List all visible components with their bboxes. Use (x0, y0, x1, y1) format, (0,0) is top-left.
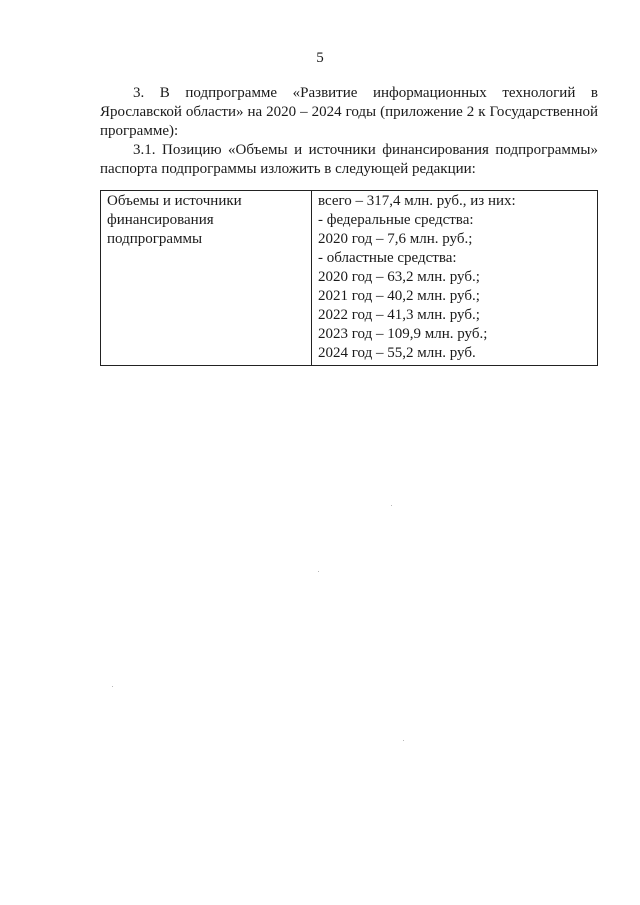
funding-line-regional-2024: 2024 год – 55,2 млн. руб. (318, 345, 476, 361)
paragraph-position-instruction: 3.1. Позицию «Объемы и источники финансирования подпрограммы» паспорта подпрограммы изложить в следующей редакции: (100, 142, 598, 177)
table-row (101, 191, 598, 366)
table-label-cell: Объемы и источники финансирования подпрограммы (101, 191, 312, 366)
funding-line-regional-2021: 2021 год – 40,2 млн. руб.; (318, 288, 480, 304)
scan-speck (391, 505, 392, 506)
funding-line-regional-2023: 2023 год – 109,9 млн. руб.; (318, 326, 488, 342)
funding-table (100, 190, 598, 366)
paragraph-subprogram-intro: 3. В подпрограмме «Развитие информационных технологий в Ярославской области» на 2020 – 2024 годы (приложение 2 к Государственной программе): (100, 85, 598, 139)
table-value-cell (312, 191, 598, 366)
scan-speck (403, 740, 404, 741)
body-text (100, 84, 598, 179)
funding-line-regional-2022: 2022 год – 41,3 млн. руб.; (318, 307, 480, 323)
scan-speck (318, 571, 319, 572)
page-number: 5 (316, 50, 324, 66)
funding-line-total: всего – 317,4 млн. руб., из них: (318, 193, 516, 209)
funding-line-federal-2020: 2020 год – 7,6 млн. руб.; (318, 231, 473, 247)
funding-line-regional-2020: 2020 год – 63,2 млн. руб.; (318, 269, 480, 285)
funding-line-federal-heading: - федеральные средства: (318, 212, 474, 228)
scan-speck (112, 686, 113, 687)
funding-line-regional-heading: - областные средства: (318, 250, 457, 266)
